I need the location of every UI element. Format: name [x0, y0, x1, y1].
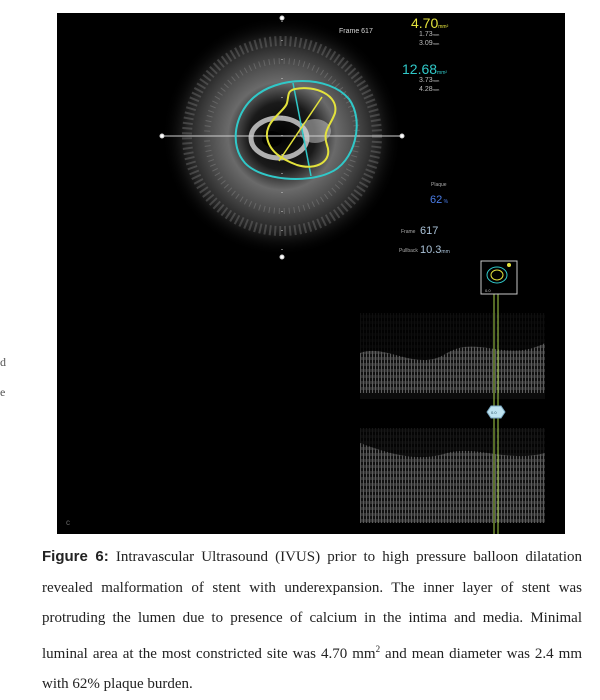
- lumen-diameter-1: 1.73mm: [419, 31, 440, 38]
- longitudinal-view: [360, 313, 545, 523]
- margin-fragment: e: [0, 385, 6, 399]
- caption-text-end: and mean diameter was 2.4 mm with 62% plaque burden.: [42, 645, 583, 692]
- caption-superscript: 2: [375, 643, 381, 654]
- figure-caption: [42, 542, 582, 700]
- plaque-value: 62 %: [430, 194, 449, 206]
- vessel-diameter-1: 3.73mm: [419, 77, 440, 84]
- lumen-diameter-2: 3.09mm: [419, 40, 440, 47]
- frame-number: 617: [420, 225, 439, 237]
- figure-label: Figure 6:: [42, 548, 109, 565]
- margin-fragment: d: [0, 355, 6, 369]
- frame-title: Frame 617: [339, 28, 373, 35]
- thumbnail-label: 0.0: [485, 288, 491, 293]
- frame-marker-label: 0.0: [491, 410, 497, 415]
- pullback-value: 10.3mm: [420, 244, 450, 256]
- bottom-left-glyph: c: [66, 518, 70, 527]
- caption-text: Intravascular Ultrasound (IVUS) prior to high pressure balloon dilatation revealed malformation of stent with underexpansion. The inner layer of stent was protruding the lumen due to presence of calcium in the intima and media. Minimal luminal area at the most constricted site was 4.70 mm: [42, 549, 583, 662]
- vessel-diameter-2: 4.28mm: [419, 86, 440, 93]
- ivus-figure: [57, 13, 565, 534]
- lumen-area-value: 4.70mm²: [411, 15, 449, 31]
- frame-small-label: Frame: [401, 229, 416, 235]
- plaque-label: Plaque: [431, 182, 447, 188]
- pullback-label: Pullback: [399, 248, 418, 254]
- ivus-image: [57, 13, 565, 534]
- vessel-area-value: 12.68mm²: [402, 61, 448, 77]
